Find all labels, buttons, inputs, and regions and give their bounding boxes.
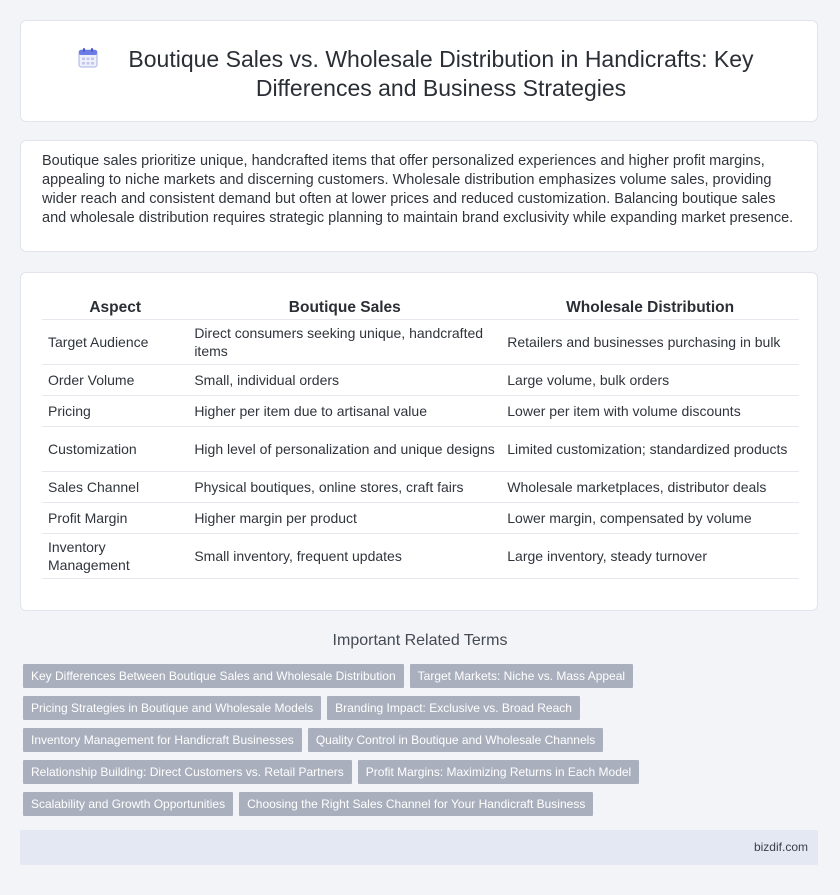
row-boutique: High level of personalization and unique designs <box>188 427 501 472</box>
header-card <box>20 20 818 122</box>
related-terms-list <box>23 664 643 824</box>
row-wholesale: Large volume, bulk orders <box>501 365 799 396</box>
table-row <box>42 534 799 579</box>
related-term-tag[interactable]: Profit Margins: Maximizing Returns in Each Model <box>358 760 639 784</box>
header-boutique-sales: Boutique Sales <box>188 295 501 320</box>
row-aspect: Pricing <box>42 396 188 427</box>
related-term-tag[interactable]: Target Markets: Niche vs. Mass Appeal <box>410 664 633 688</box>
intro-paragraph: Boutique sales prioritize unique, handcrafted items that offer personalized experiences and higher profit margins, appealing to niche markets and discerning customers. Wholesale distribution emphasizes volume sales, providing wider reach and consistent demand but often at lower prices and reduced customization. Balancing boutique sales and wholesale distribution requires strategic planning to maintain brand exclusivity while expanding market presence. <box>42 153 794 226</box>
row-aspect: Customization <box>42 427 188 472</box>
footer-bar <box>20 830 818 865</box>
row-wholesale: Lower per item with volume discounts <box>501 396 799 427</box>
comparison-card <box>20 272 818 611</box>
comparison-table <box>42 295 799 579</box>
page-title: Boutique Sales vs. Wholesale Distribution in Handicrafts: Key Differences and Business Strategies <box>128 46 754 101</box>
table-row <box>42 320 799 365</box>
row-wholesale: Retailers and businesses purchasing in bulk <box>501 320 799 365</box>
row-boutique: Small, individual orders <box>188 365 501 396</box>
table-header-row <box>42 295 799 320</box>
row-wholesale: Large inventory, steady turnover <box>501 534 799 579</box>
row-wholesale: Limited customization; standardized products <box>501 427 799 472</box>
row-aspect: Inventory Management <box>42 534 188 579</box>
intro-card <box>20 140 818 252</box>
related-terms-heading: Important Related Terms <box>332 632 508 649</box>
row-boutique: Higher per item due to artisanal value <box>188 396 501 427</box>
row-aspect: Target Audience <box>42 320 188 365</box>
row-wholesale: Wholesale marketplaces, distributor deals <box>501 472 799 503</box>
row-aspect: Profit Margin <box>42 503 188 534</box>
table-row <box>42 396 799 427</box>
row-boutique: Higher margin per product <box>188 503 501 534</box>
row-aspect: Sales Channel <box>42 472 188 503</box>
row-aspect: Order Volume <box>42 365 188 396</box>
row-boutique: Small inventory, frequent updates <box>188 534 501 579</box>
related-term-tag[interactable]: Inventory Management for Handicraft Businesses <box>23 728 302 752</box>
row-boutique: Direct consumers seeking unique, handcrafted items <box>188 320 501 365</box>
table-row <box>42 427 799 472</box>
site-brand-link[interactable]: bizdif.com <box>753 840 808 854</box>
row-boutique: Physical boutiques, online stores, craft fairs <box>188 472 501 503</box>
table-row <box>42 472 799 503</box>
related-term-tag[interactable]: Relationship Building: Direct Customers vs. Retail Partners <box>23 760 352 784</box>
header-aspect: Aspect <box>42 295 188 320</box>
related-term-tag[interactable]: Quality Control in Boutique and Wholesale Channels <box>308 728 604 752</box>
related-term-tag[interactable]: Branding Impact: Exclusive vs. Broad Reach <box>327 696 580 720</box>
header-wholesale-distribution: Wholesale Distribution <box>501 295 799 320</box>
calendar-icon <box>77 47 99 69</box>
table-row <box>42 503 799 534</box>
related-term-tag[interactable]: Pricing Strategies in Boutique and Wholesale Models <box>23 696 321 720</box>
related-term-tag[interactable]: Scalability and Growth Opportunities <box>23 792 233 816</box>
row-wholesale: Lower margin, compensated by volume <box>501 503 799 534</box>
table-row <box>42 365 799 396</box>
related-term-tag[interactable]: Key Differences Between Boutique Sales and Wholesale Distribution <box>23 664 404 688</box>
related-term-tag[interactable]: Choosing the Right Sales Channel for Your Handicraft Business <box>239 792 593 816</box>
